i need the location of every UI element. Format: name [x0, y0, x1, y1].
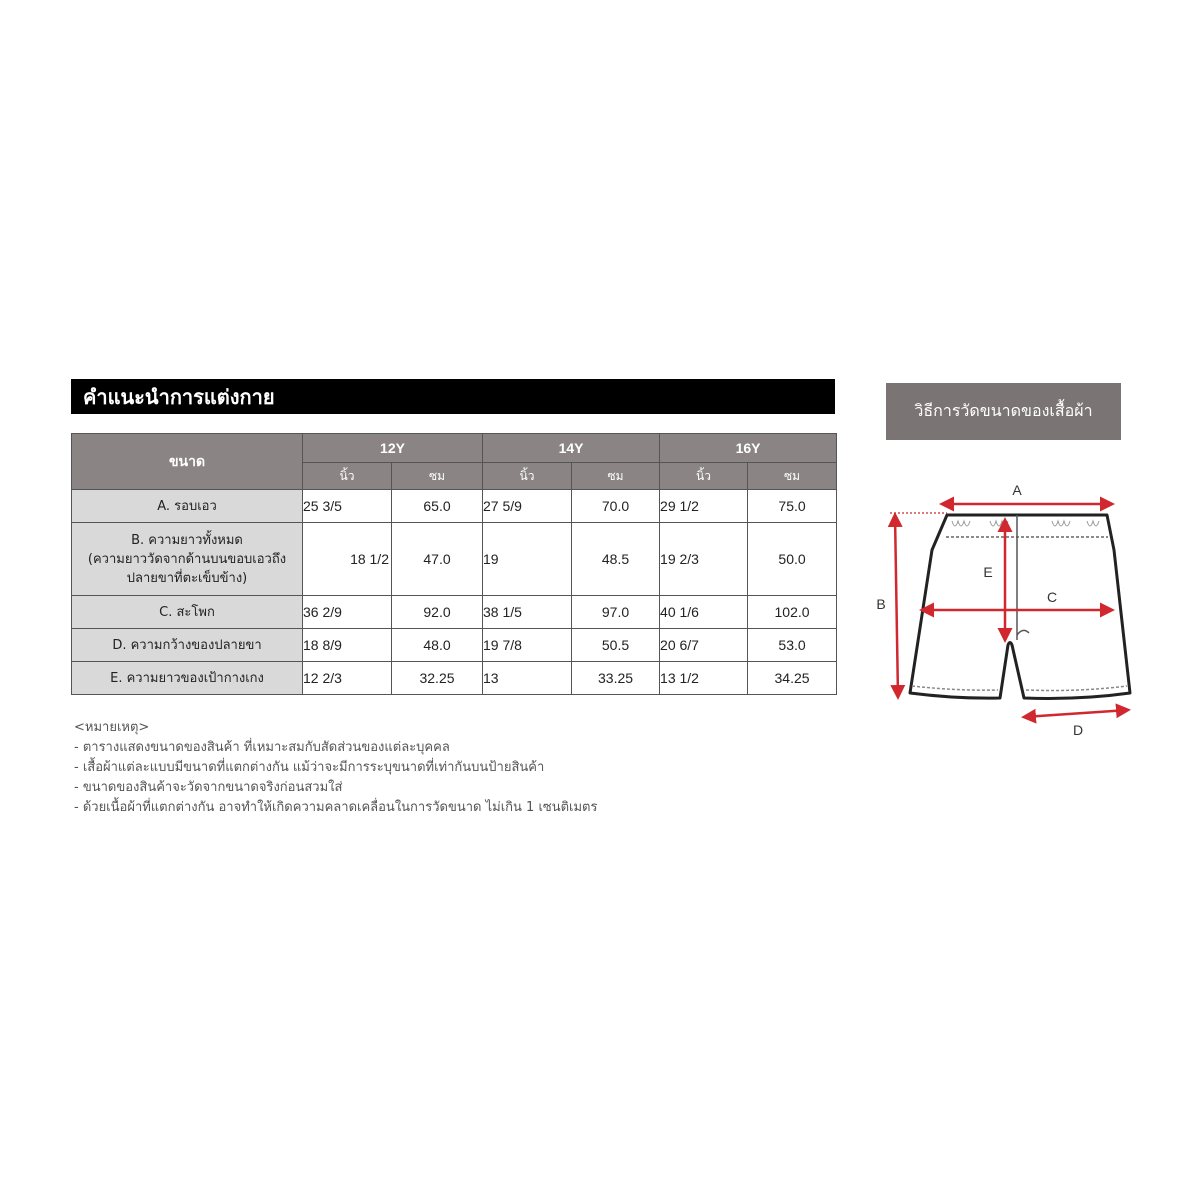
how-to-measure-label: [886, 383, 1121, 440]
table-cell: 27 5/9: [483, 490, 572, 523]
table-cell: 32.25: [392, 662, 483, 695]
row-label: [72, 596, 303, 629]
page-title-text: คำแนะนำการแต่งกาย: [83, 384, 275, 409]
size-chart-table: [71, 433, 837, 695]
row-label-text: C. สะโพก: [159, 604, 215, 620]
size-header-cell: ขนาด: [72, 434, 303, 490]
row-label: [72, 523, 303, 596]
table-row: [72, 629, 837, 662]
table-cell: 20 6/7: [660, 629, 748, 662]
label-b: B: [876, 596, 886, 612]
page-title: [71, 379, 835, 414]
table-cell: 102.0: [748, 596, 837, 629]
table-cell: 75.0: [748, 490, 837, 523]
table-cell: 50.5: [572, 629, 660, 662]
label-a: A: [1012, 482, 1022, 498]
table-row: [72, 523, 837, 596]
row-label-text: E. ความยาวของเป้ากางเกง: [110, 670, 264, 686]
table-cell: 33.25: [572, 662, 660, 695]
table-cell: 19: [483, 523, 572, 596]
label-d: D: [1072, 722, 1084, 738]
leg-opening-arrow: [1024, 710, 1128, 717]
table-cell: 13 1/2: [660, 662, 748, 695]
table-cell: 48.5: [572, 523, 660, 596]
note-item: - ขนาดของสินค้าจะวัดจากขนาดจริงก่อนสวมใส่: [74, 780, 343, 795]
table-cell: 65.0: [392, 490, 483, 523]
table-cell: 36 2/9: [303, 596, 392, 629]
table-row: [72, 490, 837, 523]
label-e: E: [983, 564, 993, 580]
note-item: - ด้วยเนื้อผ้าที่แตกต่างกัน อาจทำให้เกิดความคลาดเคลื่อนในการวัดขนาด ไม่เกิน 1 เซนติเมตร: [74, 800, 598, 815]
table-cell: 19 7/8: [483, 629, 572, 662]
row-label-text: B. ความยาวทั้งหมด: [131, 532, 243, 548]
table-cell: 92.0: [392, 596, 483, 629]
row-label-text: A. รอบเอว: [157, 498, 217, 514]
table-cell: 13: [483, 662, 572, 695]
unit-inch-header: นิ้ว: [483, 463, 572, 490]
unit-cm-header: ซม: [748, 463, 837, 490]
size-14y-header: 14Y: [483, 434, 660, 463]
table-cell: 12 2/3: [303, 662, 392, 695]
table-cell: 34.25: [748, 662, 837, 695]
table-cell: 70.0: [572, 490, 660, 523]
row-label: [72, 490, 303, 523]
table-cell: 25 3/5: [303, 490, 392, 523]
notes-heading: <หมายเหตุ>: [74, 720, 150, 735]
notes-section: [74, 718, 874, 818]
size-12y-header: 12Y: [303, 434, 483, 463]
unit-cm-header: ซม: [392, 463, 483, 490]
size-header-row: [72, 434, 837, 463]
table-cell: 48.0: [392, 629, 483, 662]
table-cell: 97.0: [572, 596, 660, 629]
table-cell: 18 8/9: [303, 629, 392, 662]
size-16y-header: 16Y: [660, 434, 837, 463]
note-item: - เสื้อผ้าแต่ละแบบมีขนาดที่แตกต่างกัน แม้ว่าจะมีการระบุขนาดที่เท่ากันบนป้ายสินค้า: [74, 760, 545, 775]
table-cell: 40 1/6: [660, 596, 748, 629]
table-cell: 47.0: [392, 523, 483, 596]
row-label-text: D. ความกว้างของปลายขา: [112, 637, 262, 653]
shorts-outline: [910, 515, 1130, 698]
table-cell: 29 1/2: [660, 490, 748, 523]
table-row: [72, 596, 837, 629]
table-row: [72, 662, 837, 695]
unit-cm-header: ซม: [572, 463, 660, 490]
note-item: - ตารางแสดงขนาดของสินค้า ที่เหมาะสมกับสัดส่วนของแต่ละบุคคล: [74, 740, 450, 755]
label-c: C: [1046, 589, 1058, 605]
unit-inch-header: นิ้ว: [303, 463, 392, 490]
row-label-text: (ความยาววัดจากด้านบนขอบเอวถึง: [87, 551, 287, 567]
table-cell: 18 1/2: [303, 523, 392, 596]
table-cell: 53.0: [748, 629, 837, 662]
table-cell: 19 2/3: [660, 523, 748, 596]
total-length-arrow: [895, 515, 898, 697]
how-to-measure-text: วิธีการวัดขนาดของเสื้อผ้า: [914, 401, 1093, 420]
shorts-measurement-diagram-icon: [862, 475, 1142, 745]
table-cell: 50.0: [748, 523, 837, 596]
row-label: [72, 629, 303, 662]
unit-inch-header: นิ้ว: [660, 463, 748, 490]
row-label-text: ปลายขาที่ตะเข็บข้าง): [126, 570, 248, 586]
table-cell: 38 1/5: [483, 596, 572, 629]
row-label: [72, 662, 303, 695]
